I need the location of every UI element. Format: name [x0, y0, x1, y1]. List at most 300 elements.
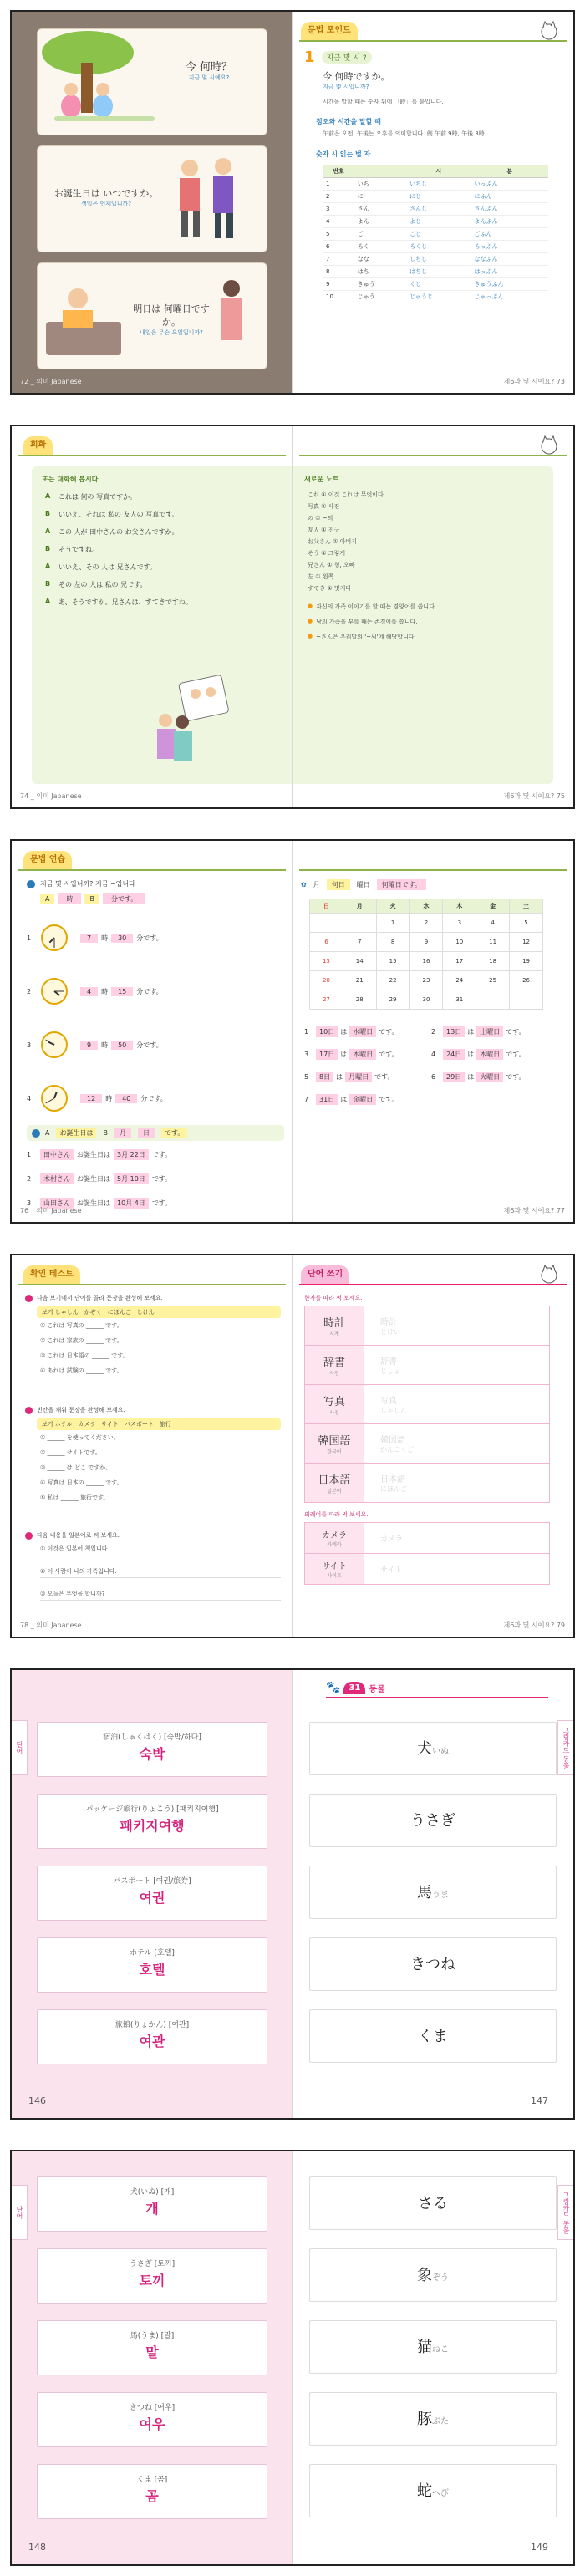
calendar-day: 18 — [476, 952, 510, 971]
hour-value: 4 — [80, 987, 98, 996]
table-row — [323, 278, 548, 291]
bubble-2-text: お誕生日は いつですか。 — [53, 188, 159, 199]
subheading-2: 숫자 시 읽는 법 자 — [316, 150, 371, 158]
vocab-word: うさぎ [토끼] — [129, 2260, 176, 2268]
gutter — [292, 841, 293, 1222]
trace-kata: サイト — [380, 1565, 403, 1575]
page-number: 148 — [28, 2542, 46, 2553]
card-word: 象 — [417, 2267, 432, 2284]
subheading-1-body: 午前은 오전, 午後는 오후를 의미합니다. 例 午前 9時, 午後 3時 — [323, 130, 485, 137]
table-cell: 3 — [323, 203, 354, 216]
dialog-text: あ、そうですか。兄さんは、すてきですね。 — [58, 598, 192, 606]
lesson-example: 今 何時ですか。 — [323, 71, 390, 82]
dialog-text: その 左の 人は 私の 兄です。 — [58, 581, 147, 588]
calendar-day — [343, 914, 376, 933]
question-item: ② これは 家族の ______ です。 — [40, 1337, 123, 1344]
table-row — [323, 291, 548, 303]
row-number: 2 — [27, 987, 32, 995]
birthday-row — [27, 1149, 284, 1160]
answer-weekday: 水曜日 — [349, 1026, 376, 1037]
vocab-note: すてき ① 멋지다 — [308, 585, 352, 592]
copula: です。 — [151, 1199, 172, 1207]
page-78 — [12, 1255, 292, 1637]
illustration-card-2 — [37, 145, 267, 252]
kata-row — [304, 1553, 550, 1585]
question-item: ① ______ を使ってください。 — [40, 1434, 120, 1441]
kanji-word: 写真 — [323, 1396, 345, 1408]
trace-area[interactable] — [364, 1554, 549, 1584]
dialog-section-title: 또는 대화해 봅시다 — [42, 476, 99, 483]
speech-bubble-3 — [125, 302, 218, 337]
mascot-cat-icon — [537, 1264, 562, 1284]
dialog-text: そうですね。 — [58, 546, 99, 553]
vocab-card[interactable] — [37, 2176, 267, 2232]
table-cell: さん — [354, 203, 406, 216]
table-header: 분 — [471, 165, 548, 178]
tip-text: 자신의 가족 이야기를 할 때는 겸양어를 씁니다. — [316, 603, 437, 610]
answer-weekday: 土曜日 — [476, 1026, 503, 1037]
speaker-label: A — [45, 527, 51, 535]
page-number: 제6과 몇 시예요? 77 — [503, 1207, 565, 1214]
speaker-label: A — [45, 598, 51, 605]
row-number: 2 — [27, 1175, 32, 1183]
hour-value: 7 — [80, 934, 98, 943]
trace-kanji: 辞書 — [380, 1357, 397, 1367]
bubble-3-text: 明日は 何曜日ですか。 — [133, 303, 210, 328]
test-q2: 빈칸을 채워 문장을 완성해 보세요. 보기 ホテル カメラ サイト パスポート 旅行 ① ______ を使ってください。 ② ______ サイトです。 ③ ______ は どこ ですか。 ④ 写真は 日本の ______ です。 ⑤ 私は ______ 旅行です。 — [25, 1406, 281, 1509]
calendar-day: 27 — [310, 990, 343, 1010]
vocab-card[interactable] — [37, 2464, 267, 2519]
picture-card[interactable] — [309, 1794, 557, 1847]
calendar-day: 14 — [343, 952, 376, 971]
answer-date: 8日 — [316, 1072, 333, 1082]
picture-card[interactable] — [309, 2009, 557, 2063]
vocab-notes — [308, 491, 553, 593]
topic-particle: は — [467, 1073, 475, 1081]
tab-rule — [18, 1284, 286, 1285]
copula: です。 — [151, 1151, 172, 1158]
calendar-exercise-header: ✿ 月 何日 曜日 何曜日です。 — [301, 879, 558, 890]
vocab-card[interactable] — [37, 1794, 267, 1849]
exercise-2-header: A お誕生日は B 月 日 です。 — [27, 1125, 284, 1141]
table-cell: ろくじ — [406, 241, 471, 253]
table-row — [323, 228, 548, 241]
q2-items — [40, 1433, 281, 1504]
speaker-label: A — [45, 563, 51, 570]
picture-card[interactable] — [309, 2248, 557, 2302]
spread-1 — [10, 10, 575, 395]
card-word: さる — [418, 2195, 448, 2212]
row-number: 1 — [304, 1028, 309, 1036]
calendar-day: 26 — [510, 971, 543, 990]
page-148 — [12, 2151, 292, 2564]
question-item: ③ これは 日本語の ______ です。 — [40, 1352, 129, 1359]
calendar-day: 25 — [476, 971, 510, 990]
dialog-line — [45, 580, 292, 589]
bubble-3-sub: 내일은 무슨 요일입니까? — [140, 329, 203, 336]
table-cell: 7 — [323, 253, 354, 266]
calendar-answer — [304, 1049, 431, 1060]
vocab-note: これ ① 이것 これは 무엇이다 — [308, 491, 384, 498]
calendar-answer — [431, 1072, 558, 1082]
row-number: 1 — [27, 934, 32, 942]
calendar-answers — [304, 1026, 558, 1117]
table-cell: はちじ — [406, 266, 471, 278]
tab-rule — [18, 455, 286, 456]
dialog-line — [45, 563, 292, 572]
tip-text: 남의 가족을 부를 때는 존경어를 씁니다. — [316, 619, 418, 625]
trace-reading: しゃしん — [380, 1407, 407, 1414]
card-word: うさぎ — [410, 1812, 455, 1830]
trace-area[interactable] — [364, 1306, 549, 1345]
kata-subtitle: 외래어를 따라 써 보세요. — [304, 1511, 369, 1518]
card-word: 蛇 — [417, 2482, 432, 2500]
vocab-card[interactable] — [37, 2392, 267, 2447]
clock-exercise-rows — [27, 911, 284, 1125]
test-q3: 다음 내용을 일본어로 써 보세요. ① 이것은 일본어 책입니다. ② 이 사람이 나의 가족입니다. ③ 오늘은 무엇을 합니까? — [25, 1531, 281, 1612]
tip-bullet-icon: ● — [308, 618, 313, 624]
calendar-day: 17 — [443, 952, 476, 971]
hour-unit: 時 — [105, 1094, 113, 1102]
vocab-card[interactable] — [37, 1866, 267, 1921]
hour-value: 9 — [80, 1041, 98, 1050]
illustration-card-1 — [37, 28, 267, 135]
bubble-1-text: 今 何時？ — [185, 61, 233, 74]
table-cell: ろく — [354, 241, 406, 253]
answer-date: 24日 — [443, 1049, 465, 1060]
vocab-korean: 호텔 — [139, 1962, 165, 1978]
kanji-label — [305, 1306, 364, 1345]
page-number: 제6과 몇 시예요? 75 — [503, 792, 565, 800]
tip-item — [308, 603, 543, 611]
q3-items — [40, 1545, 281, 1601]
page-number: 146 — [28, 2095, 46, 2106]
answer-weekday: 木曜日 — [349, 1049, 376, 1060]
clock-row — [27, 965, 284, 1018]
spread-2 — [10, 425, 575, 809]
card-reading: ぶた — [432, 2417, 449, 2426]
row-number: 7 — [304, 1096, 309, 1103]
row-number: 3 — [304, 1051, 309, 1058]
table-cell: きゅう — [354, 278, 406, 291]
card-word: 犬 — [417, 1740, 432, 1758]
calendar-day: 21 — [343, 971, 376, 990]
page-149 — [292, 2151, 573, 2564]
calendar-weekday: 金 — [476, 899, 510, 914]
calendar-weekday: 土 — [510, 899, 543, 914]
minute-unit: 分です。 — [136, 1041, 163, 1049]
gutter — [292, 2151, 293, 2564]
kata-meaning: 카메라 — [327, 1542, 342, 1548]
picture-card[interactable] — [309, 1866, 557, 1919]
kanji-meaning: 일본어 — [327, 1489, 342, 1494]
minute-value: 40 — [115, 1094, 137, 1103]
calendar-day — [476, 990, 510, 1010]
illustration-card-3 — [37, 262, 267, 369]
copula: です。 — [506, 1073, 526, 1081]
calendar-day: 15 — [376, 952, 410, 971]
trace-area[interactable] — [364, 1385, 549, 1423]
vocab-card[interactable] — [37, 2320, 267, 2375]
table-row — [323, 216, 548, 228]
trace-area[interactable] — [364, 1346, 549, 1384]
lesson-heading: 지금 몇 시 ? — [322, 51, 372, 64]
answer-date: 29日 — [443, 1072, 465, 1082]
card-word: 馬 — [417, 1884, 432, 1901]
table-cell: はっぷん — [471, 266, 548, 278]
kanji-word: 韓国語 — [318, 1435, 351, 1448]
table-cell: 8 — [323, 266, 354, 278]
vocab-korean: 여우 — [139, 2416, 165, 2432]
vocab-note: 左 ① 왼쪽 — [308, 573, 334, 580]
calendar-weekday: 木 — [443, 899, 476, 914]
table-cell: じゅうじ — [406, 291, 471, 303]
spread-4 — [10, 1254, 575, 1638]
vocab-note: 写真 ① 사진 — [308, 503, 340, 510]
copula: です。 — [379, 1096, 399, 1103]
answer-weekday: 月曜日 — [345, 1072, 372, 1082]
dialog-text: いいえ、その 人は 兄さんです。 — [58, 563, 156, 571]
calendar-day: 8 — [376, 933, 410, 952]
hour-unit: 時 — [101, 987, 109, 995]
picture-card[interactable] — [309, 2176, 557, 2230]
answer-weekday: 木曜日 — [476, 1049, 503, 1060]
topic-particle: は — [467, 1028, 475, 1036]
word-bank-1: 보기 しゃしん かぞく にほんご しけん — [37, 1306, 281, 1318]
lesson-block — [304, 48, 562, 303]
side-tab: 단어 — [12, 2185, 28, 2240]
table-cell: よんぷん — [471, 216, 548, 228]
dialog-line — [45, 527, 292, 537]
calendar-day: 4 — [476, 914, 510, 933]
speaker-label: B — [45, 580, 51, 588]
answer-date: 13日 — [443, 1026, 465, 1037]
clock-row — [27, 911, 284, 965]
trace-area[interactable] — [364, 1523, 549, 1553]
table-row — [323, 266, 548, 278]
calendar-day: 9 — [410, 933, 443, 952]
tip-bullet-icon: ● — [308, 603, 313, 609]
kanji-meaning: 시계 — [329, 1331, 339, 1337]
question-item: ③ 오늘은 무엇을 합니까? — [40, 1590, 281, 1601]
calendar-day: 16 — [410, 952, 443, 971]
gutter — [292, 12, 293, 393]
question-item: ① 이것은 일본어 책입니다. — [40, 1545, 281, 1555]
hour-unit: 時 — [101, 1041, 109, 1049]
birthday-row — [27, 1173, 284, 1184]
table-cell: ななふん — [471, 253, 548, 266]
lesson-number: 1 — [304, 48, 315, 66]
picture-card[interactable] — [309, 1722, 557, 1775]
topic-particle: は — [340, 1051, 348, 1058]
question-bullet — [25, 1295, 33, 1302]
minute-unit: 分です。 — [136, 934, 163, 942]
vocab-note: の ① ~의 — [308, 515, 333, 522]
exercise-1-title: 지금 몇 시입니까? 지금 ~입니다 — [40, 880, 135, 888]
dialog-text: いいえ、それは 私の 友人の 写真です。 — [58, 511, 179, 518]
picture-card[interactable] — [309, 2320, 557, 2374]
question-item: ② ______ サイトです。 — [40, 1449, 101, 1456]
birthday-phrase: お誕生日は — [77, 1151, 110, 1158]
minute-value: 15 — [111, 987, 133, 996]
vocab-korean: 토끼 — [139, 2273, 165, 2288]
picture-card[interactable] — [309, 2392, 557, 2446]
calendar-exercise — [301, 879, 558, 1117]
calendar-day: 24 — [443, 971, 476, 990]
kanji-row — [304, 1384, 550, 1424]
table-cell: いち — [354, 178, 406, 191]
calendar-day: 10 — [443, 933, 476, 952]
page-number: 78 _ 의미 Japanese — [20, 1621, 82, 1629]
table-cell: ごじ — [406, 228, 471, 241]
calendar-weekday: 水 — [410, 899, 443, 914]
kanji-row — [304, 1345, 550, 1385]
vocab-card[interactable] — [37, 1722, 267, 1777]
clock-row — [27, 1018, 284, 1072]
row-number: 5 — [304, 1073, 309, 1081]
clock-row — [27, 1072, 284, 1125]
calendar-day: 11 — [476, 933, 510, 952]
card-reading: うま — [432, 1891, 449, 1900]
exercise-1-header: A 時 B 分です。 — [40, 893, 284, 904]
card-word: 猫 — [417, 2339, 432, 2356]
vocab-korean: 숙박 — [139, 1746, 165, 1762]
notes-panel — [292, 466, 553, 784]
tab-rule — [299, 455, 567, 456]
calendar-day: 2 — [410, 914, 443, 933]
page-73 — [292, 12, 573, 393]
kanji-word: 時計 — [323, 1317, 345, 1330]
table-cell: じゅっぷん — [471, 291, 548, 303]
calendar-week — [310, 933, 543, 952]
kanji-meaning: 사진 — [329, 1410, 339, 1416]
kata-word: カメラ — [322, 1531, 347, 1540]
answer-date: 10日 — [316, 1026, 338, 1037]
section-tab: 문법 포인트 — [301, 22, 358, 40]
page-147 — [292, 1670, 573, 2118]
table-cell: しちじ — [406, 253, 471, 266]
table-cell: ろっぷん — [471, 241, 548, 253]
vocab-korean: 여관 — [139, 2034, 165, 2049]
calendar-day: 12 — [510, 933, 543, 952]
kata-meaning: 사이트 — [327, 1573, 342, 1579]
tab-rule — [18, 869, 286, 871]
birthday-date: 10月 4日 — [114, 1198, 149, 1209]
dialog-lines — [45, 492, 292, 607]
table-cell: いちじ — [406, 178, 471, 191]
table-cell: にじ — [406, 191, 471, 203]
hour-unit: 時 — [101, 934, 109, 942]
bubble-1-sub: 지금 몇 시예요? — [188, 74, 230, 81]
answer-weekday: 火曜日 — [476, 1072, 503, 1082]
page-77 — [292, 841, 573, 1222]
picture-card[interactable] — [309, 1937, 557, 1991]
question-item: ④ 写真は 日本の ______ です。 — [40, 1479, 123, 1486]
side-tab: 그림카드 동물 — [557, 2185, 573, 2240]
vocab-note: 友人 ① 친구 — [308, 527, 340, 533]
row-number: 4 — [431, 1051, 436, 1058]
clock-icon — [40, 977, 69, 1005]
vocab-word: 馬(うま) [말] — [130, 2332, 175, 2340]
card-reading: ねこ — [432, 2345, 449, 2355]
table-row — [323, 191, 548, 203]
trace-reading: じしょ — [380, 1367, 400, 1375]
calendar-day: 5 — [510, 914, 543, 933]
table-cell: さんぷん — [471, 203, 548, 216]
kanji-meaning: 사전 — [329, 1371, 339, 1377]
picture-card[interactable] — [309, 2464, 557, 2517]
copula: です。 — [506, 1051, 526, 1058]
dialog-line — [45, 598, 292, 607]
vocab-card[interactable] — [37, 1937, 267, 1993]
vocab-card[interactable] — [37, 2248, 267, 2304]
answer-weekday: 金曜日 — [349, 1094, 376, 1105]
table-cell: じゅう — [354, 291, 406, 303]
people-with-photo-illustration — [149, 674, 241, 766]
trace-reading: かんこくご — [380, 1446, 414, 1453]
minute-value: 50 — [111, 1041, 133, 1050]
table-row — [323, 178, 548, 191]
person-name: 木村さん — [40, 1173, 74, 1184]
table-header: 번호 — [323, 165, 354, 178]
exercise-bullet — [27, 880, 35, 888]
two-people-talking-illustration — [38, 146, 268, 253]
trace-kanji: 日本語 — [380, 1475, 405, 1484]
clock-icon — [40, 924, 69, 952]
vocab-card[interactable] — [37, 2009, 267, 2064]
q1-items — [40, 1321, 281, 1377]
question-bullet — [25, 1407, 33, 1414]
speech-bubble-1 — [163, 58, 255, 82]
birthday-exercise-rows — [27, 1149, 284, 1209]
copula: です。 — [506, 1028, 526, 1036]
calendar-answer — [304, 1072, 431, 1082]
table-cell: ごふん — [471, 228, 548, 241]
minute-unit: 分です。 — [136, 987, 163, 995]
topic-particle: は — [340, 1096, 348, 1103]
subheading-1: 정오와 시간을 말할 때 — [316, 117, 381, 125]
trace-area[interactable] — [364, 1424, 549, 1463]
trace-kata: カメラ — [380, 1535, 404, 1544]
copula: です。 — [379, 1051, 399, 1058]
question-item: ③ ______ は どこ ですか。 — [40, 1464, 112, 1471]
page-72 — [12, 12, 292, 393]
tip-text: ~さん은 우리말의 '~씨'에 해당합니다. — [316, 634, 416, 640]
side-tab: 단어 — [12, 1720, 28, 1775]
trace-kanji: 時計 — [380, 1318, 397, 1327]
topic-particle: は — [336, 1073, 343, 1081]
card-word: 豚 — [417, 2411, 432, 2428]
kata-row — [304, 1522, 550, 1554]
page-number: 제6과 몇 시예요? 73 — [503, 378, 565, 385]
kata-label — [305, 1523, 364, 1553]
hour-value: 12 — [80, 1094, 102, 1103]
dialog-line — [45, 510, 292, 519]
table-cell: 2 — [323, 191, 354, 203]
mascot-cat-icon — [537, 435, 562, 455]
card-reading: ぞう — [432, 2273, 449, 2283]
calendar-weekday: 火 — [376, 899, 410, 914]
section-tab: 회화 — [23, 436, 53, 455]
badge-text: 동물 — [369, 1684, 385, 1694]
calendar-day: 22 — [376, 971, 410, 990]
kanji-row — [304, 1463, 550, 1503]
vocab-note: 兄さん ① 형, 오빠 — [308, 562, 355, 568]
calendar-week — [310, 914, 543, 933]
calendar-day: 23 — [410, 971, 443, 990]
trace-area[interactable] — [364, 1464, 549, 1502]
card-word: くま — [418, 2028, 448, 2045]
